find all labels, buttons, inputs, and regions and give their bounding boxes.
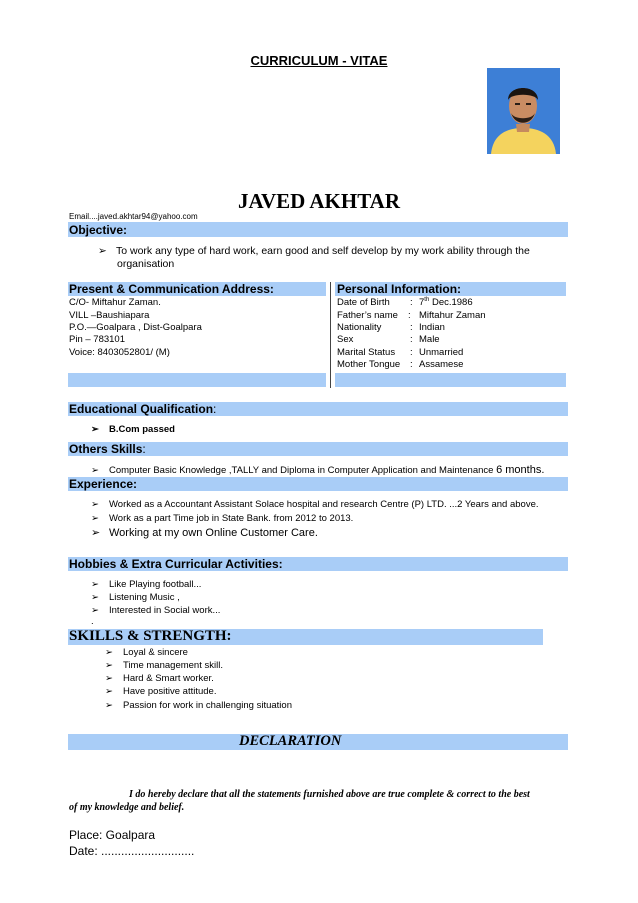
pi-label-father: Father’s name	[337, 310, 398, 321]
hobby-item: ➢ Interested in Social work...	[91, 605, 221, 616]
bullet-arrow-icon: ➢	[91, 605, 99, 616]
hobby-item: ➢ Like Playing football...	[91, 579, 202, 590]
pi-colon: :	[410, 347, 413, 358]
bullet-arrow-icon: ➢	[91, 499, 99, 510]
others-item: ➢ Computer Basic Knowledge ,TALLY and Diploma in Computer Application and Maintenance 6 months.	[91, 464, 545, 476]
experience-item: ➢ Working at my own Online Customer Care.	[91, 527, 318, 539]
objective-line-2: organisation	[117, 258, 175, 270]
skills-heading: SKILLS & STRENGTH:	[69, 628, 232, 644]
education-heading: Educational Qualification:	[69, 402, 217, 416]
candidate-name: JAVED AKHTAR	[237, 189, 400, 213]
profile-photo	[487, 68, 560, 154]
skill-item: ➢ Loyal & sincere	[105, 647, 188, 658]
objective-line-1: To work any type of hard work, earn good and self develop by my work ability through the	[116, 245, 530, 257]
pi-label-nationality: Nationality	[337, 322, 382, 333]
declaration-heading: DECLARATION	[239, 733, 342, 749]
cv-title: CURRICULUM - VITAE	[250, 53, 388, 68]
objective-heading: Objective:	[69, 223, 128, 237]
bullet-arrow-icon: ➢	[91, 424, 99, 435]
skill-item: ➢ Time management skill.	[105, 660, 223, 671]
address-line: VILL –Baushiapara	[69, 310, 150, 321]
pi-value-tongue: Assamese	[419, 359, 464, 370]
education-item: ➢ B.Com passed	[91, 424, 175, 435]
experience-item: ➢ Work as a part Time job in State Bank. from 2012 to 2013.	[91, 513, 354, 524]
email-text: Email....javed.akhtar94@yahoo.com	[69, 212, 198, 221]
personal-heading: Personal Information:	[337, 282, 462, 296]
pi-colon: :	[410, 297, 413, 308]
pi-value-marital: Unmarried	[419, 347, 464, 358]
pi-label-marital: Marital Status	[337, 347, 396, 358]
pi-colon: :	[410, 334, 413, 345]
pi-value-sex: Male	[419, 334, 440, 345]
address-line: Pin – 783101	[69, 334, 125, 345]
bullet-arrow-icon: ➢	[105, 647, 113, 658]
pi-label-dob: Date of Birth	[337, 297, 390, 308]
skill-item: ➢ Have positive attitude.	[105, 686, 217, 697]
bullet-arrow-icon: ➢	[98, 245, 107, 257]
pi-colon: :	[410, 359, 413, 370]
address-line: Voice: 8403052801/ (M)	[69, 347, 170, 358]
bullet-arrow-icon: ➢	[91, 592, 99, 603]
bullet-arrow-icon: ➢	[105, 700, 113, 711]
address-line: C/O- Miftahur Zaman.	[69, 297, 161, 308]
address-heading: Present & Communication Address:	[69, 282, 274, 296]
objective-bar	[68, 222, 568, 237]
stray-dot: .	[91, 616, 94, 627]
bullet-arrow-icon: ➢	[105, 660, 113, 671]
bullet-arrow-icon: ➢	[91, 579, 99, 590]
column-divider	[330, 282, 331, 388]
others-heading: Others Skills:	[69, 442, 146, 456]
address-line: P.O.—Goalpara , Dist-Goalpara	[69, 322, 202, 333]
place-text: Place: Goalpara	[69, 828, 156, 842]
pi-colon: :	[410, 322, 413, 333]
person-photo-icon	[487, 68, 560, 154]
pi-label-tongue: Mother Tongue	[337, 359, 401, 370]
address-bottom-bar	[68, 373, 326, 387]
pi-value-nationality: Indian	[419, 322, 445, 333]
pi-value-father: Miftahur Zaman	[419, 310, 486, 321]
bullet-arrow-icon: ➢	[91, 513, 99, 524]
bullet-arrow-icon: ➢	[105, 686, 113, 697]
pi-label-sex: Sex	[337, 334, 354, 345]
declaration-line-1: I do hereby declare that all the statements furnished above are true complete & correct to the best	[129, 789, 530, 800]
bullet-arrow-icon: ➢	[91, 465, 99, 476]
pi-colon: :	[408, 310, 411, 321]
skill-item: ➢ Hard & Smart worker.	[105, 673, 214, 684]
hobby-item: ➢ Listening Music ,	[91, 592, 180, 603]
personal-bottom-bar	[335, 373, 566, 387]
experience-bar	[68, 477, 568, 491]
declaration-line-2: of my knowledge and belief.	[69, 802, 185, 813]
objective-item	[98, 245, 530, 257]
skill-item: ➢ Passion for work in challenging situation	[105, 700, 292, 711]
bullet-arrow-icon: ➢	[105, 673, 113, 684]
hobbies-heading: Hobbies & Extra Curricular Activities:	[69, 557, 283, 571]
date-text: Date: ............................	[69, 844, 195, 858]
experience-heading: Experience:	[69, 477, 138, 491]
pi-value-dob: 7th Dec.1986	[419, 297, 473, 309]
experience-item: ➢ Worked as a Accountant Assistant Solace hospital and research Centre (P) LTD. ...2 Years and above.	[91, 499, 539, 510]
bullet-arrow-icon: ➢	[91, 527, 101, 539]
